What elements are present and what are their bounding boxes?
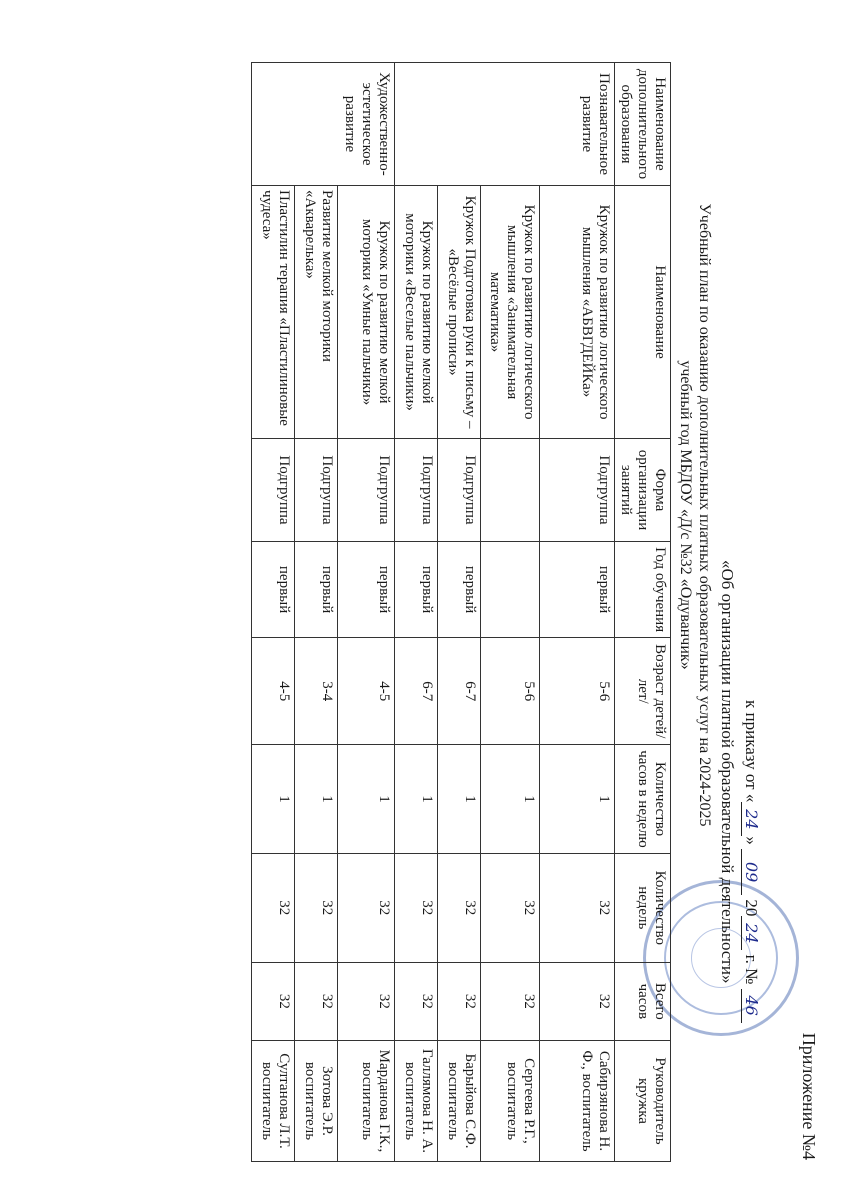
year-cell: первый bbox=[252, 541, 295, 638]
name-cell: Кружок по развитию мелкой моторики «Умные пальчики» bbox=[338, 186, 395, 439]
form-cell: Подгруппа bbox=[338, 439, 395, 542]
name-cell: Кружок Подготовка руки к письму – «Весёлые прописи» bbox=[438, 186, 481, 439]
form-cell: Подгруппа bbox=[540, 439, 615, 542]
total-cell: 32 bbox=[481, 962, 540, 1040]
hours-cell: 1 bbox=[338, 745, 395, 854]
leader-cell: Сергеева Р.Г., воспитатель bbox=[481, 1040, 540, 1161]
plan-title: Учебный план по оказанию дополнительных платных образовательных услуг на 2024-2025 учебный год МБДОУ «Д/с №32 «Одуванчик» bbox=[677, 203, 713, 827]
weeks-cell: 32 bbox=[481, 853, 540, 962]
form-cell: Подгруппа bbox=[295, 439, 338, 542]
weeks-cell: 32 bbox=[252, 853, 295, 962]
leader-cell: Барыйова С.Ф. воспитатель bbox=[438, 1040, 481, 1161]
form-cell: Подгруппа bbox=[252, 439, 295, 542]
hours-cell: 1 bbox=[252, 745, 295, 854]
header-cell: Наименование дополнительного образования bbox=[615, 63, 671, 186]
year-cell: первый bbox=[438, 541, 481, 638]
order-title: «Об организации платной образовательной деятельности» bbox=[718, 560, 737, 984]
total-cell: 32 bbox=[295, 962, 338, 1040]
age-cell: 3-4 bbox=[295, 638, 338, 745]
year-cell: первый bbox=[338, 541, 395, 638]
form-cell: Подгруппа bbox=[438, 439, 481, 542]
order-mid: » bbox=[742, 836, 761, 845]
table-row bbox=[438, 63, 481, 1162]
order-year: 24 bbox=[741, 916, 761, 950]
total-cell: 32 bbox=[252, 962, 295, 1040]
header-cell: Форма организации занятий bbox=[615, 439, 671, 542]
total-cell: 32 bbox=[395, 962, 438, 1040]
hours-cell: 1 bbox=[540, 745, 615, 854]
year-cell: первый bbox=[395, 541, 438, 638]
age-cell: 6-7 bbox=[438, 638, 481, 745]
age-cell: 4-5 bbox=[338, 638, 395, 745]
header-cell: Руководитель кружка bbox=[615, 1040, 671, 1161]
curriculum-table bbox=[251, 62, 671, 1162]
leader-cell: Галлямова Н. А. воспитатель bbox=[395, 1040, 438, 1161]
hours-cell: 1 bbox=[481, 745, 540, 854]
table-row bbox=[540, 63, 615, 1162]
table-header-row bbox=[615, 63, 671, 1162]
year-cell: первый bbox=[540, 541, 615, 638]
table-row bbox=[395, 63, 438, 1162]
header-cell: Год обучения bbox=[615, 541, 671, 638]
form-cell bbox=[481, 439, 540, 542]
leader-cell: Марданова Г.К., воспитатель bbox=[338, 1040, 395, 1161]
leader-cell: Султанова Л.Т. воспитатель bbox=[252, 1040, 295, 1161]
table-row bbox=[295, 63, 338, 1162]
hours-cell: 1 bbox=[295, 745, 338, 854]
hours-cell: 1 bbox=[395, 745, 438, 854]
table-row bbox=[252, 63, 295, 1162]
order-prefix: к приказу от « bbox=[742, 700, 761, 803]
total-cell: 32 bbox=[338, 962, 395, 1040]
name-cell: Кружок по развитию логического мышления «Занимательная математика» bbox=[481, 186, 540, 439]
header-cell: Наименование bbox=[615, 186, 671, 439]
form-cell: Подгруппа bbox=[395, 439, 438, 542]
year-cell bbox=[481, 541, 540, 638]
header-cell: Всего часов bbox=[615, 962, 671, 1040]
table-row bbox=[338, 63, 395, 1162]
age-cell: 6-7 bbox=[395, 638, 438, 745]
name-cell: Кружок по развитию логического мышления «АБВГДЕЙКа» bbox=[540, 186, 615, 439]
weeks-cell: 32 bbox=[338, 853, 395, 962]
area-cell: Художественно-эстетическое развитие bbox=[252, 63, 395, 186]
table-row bbox=[481, 63, 540, 1162]
weeks-cell: 32 bbox=[438, 853, 481, 962]
header-cell: Возраст детей/лет/ bbox=[615, 638, 671, 745]
age-cell: 4-5 bbox=[252, 638, 295, 745]
order-reference bbox=[741, 700, 761, 1023]
area-cell: Познавательное развитие bbox=[395, 63, 615, 186]
total-cell: 32 bbox=[438, 962, 481, 1040]
header-cell: Количество часов в неделю bbox=[615, 745, 671, 854]
header-cell: Количество недель bbox=[615, 853, 671, 962]
weeks-cell: 32 bbox=[540, 853, 615, 962]
name-cell: Пластилин терапия «Пластилиновые чудеса» bbox=[252, 186, 295, 439]
age-cell: 5-6 bbox=[481, 638, 540, 745]
total-cell: 32 bbox=[540, 962, 615, 1040]
order-year-suffix: г. № bbox=[742, 954, 761, 985]
name-cell: Развитие мелкой моторики «Акварелька» bbox=[295, 186, 338, 439]
weeks-cell: 32 bbox=[295, 853, 338, 962]
order-year-prefix: 20 bbox=[742, 899, 761, 917]
age-cell: 5-6 bbox=[540, 638, 615, 745]
name-cell: Кружок по развитию мелкой моторики «Веселые пальчики» bbox=[395, 186, 438, 439]
order-month: 09 bbox=[741, 849, 761, 895]
hours-cell: 1 bbox=[438, 745, 481, 854]
weeks-cell: 32 bbox=[395, 853, 438, 962]
order-day: 24 bbox=[741, 802, 761, 836]
leader-cell: Зотова Э.Р. воспитатель bbox=[295, 1040, 338, 1161]
order-number: 46 bbox=[741, 989, 761, 1023]
year-cell: первый bbox=[295, 541, 338, 638]
leader-cell: Сабирзянова Н. Ф., воспитатель bbox=[540, 1040, 615, 1161]
annex-label: Приложение №4 bbox=[799, 1032, 819, 1160]
